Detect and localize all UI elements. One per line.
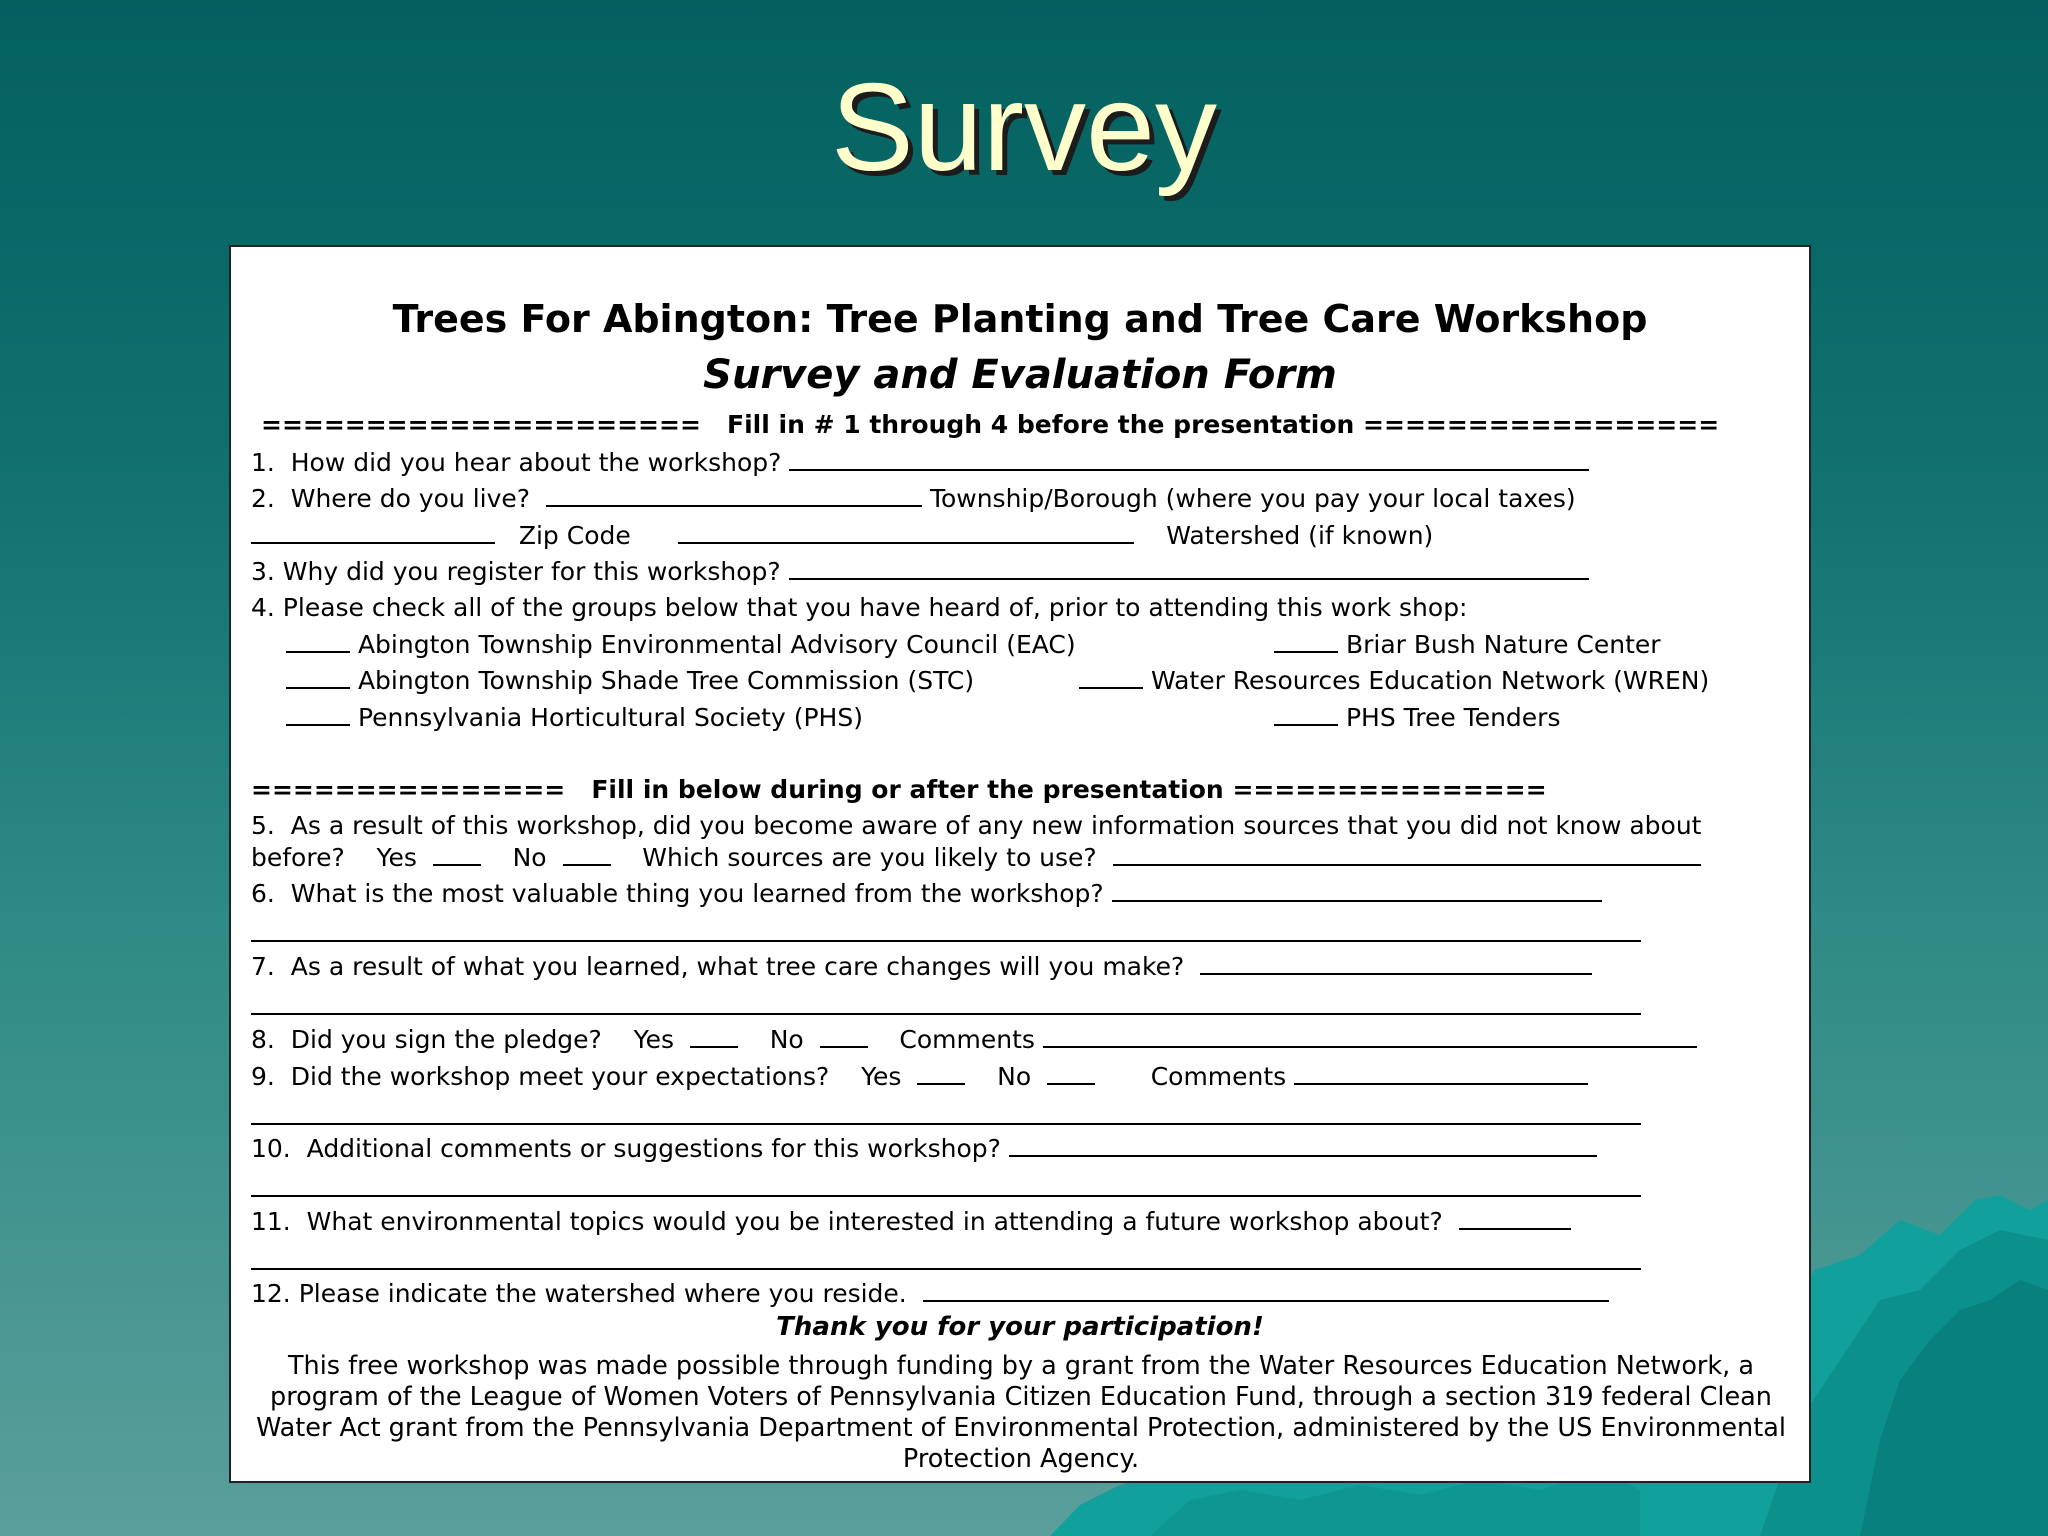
group-tree-tenders: PHS Tree Tenders: [1274, 702, 1560, 733]
group-wren: Water Resources Education Network (WREN): [1079, 665, 1709, 696]
survey-form-image: [229, 245, 1811, 1483]
answer-line: [251, 940, 1641, 942]
question-3: 3. Why did you register for this workshop?: [251, 556, 1589, 587]
question-5: 5. As a result of this workshop, did you become aware of any new information sources that you did not know about: [251, 811, 1702, 840]
question-10: 10. Additional comments or suggestions for this workshop?: [251, 1133, 1597, 1164]
answer-line: [251, 1013, 1641, 1015]
slide-title: Survey: [831, 59, 1217, 197]
thank-you-message: Thank you for your participation!: [776, 1312, 1264, 1342]
question-9: 9. Did the workshop meet your expectations? Yes No Comments: [251, 1061, 1588, 1092]
answer-line: [251, 1195, 1641, 1197]
answer-blank: [789, 447, 1589, 471]
section2-header: =============== Fill in below during or after the presentation ===============: [251, 775, 1547, 804]
question-2: 2. Where do you live? Township/Borough (where you pay your local taxes): [251, 484, 1576, 513]
question-11: 11. What environmental topics would you be interested in attending a future workshop about?: [251, 1206, 1571, 1237]
form-heading: Trees For Abington: Tree Planting and Tree Care Workshop: [392, 297, 1648, 341]
answer-line: [251, 1123, 1641, 1125]
group-phs: Pennsylvania Horticultural Society (PHS): [286, 702, 863, 733]
group-eac: Abington Township Environmental Advisory Council (EAC): [286, 629, 1076, 660]
form-subheading: Survey and Evaluation Form: [703, 352, 1337, 398]
question-2-continued: Zip Code Watershed (if known): [251, 520, 1433, 551]
answer-blank: [546, 483, 922, 507]
question-5-continued: before? Yes No Which sources are you likely to use?: [251, 842, 1701, 873]
question-12: 12. Please indicate the watershed where you reside.: [251, 1278, 1609, 1309]
funding-footer: This free workshop was made possible through funding by a grant from the Water Resources Education Network, a program of the League of Women Voters of Pennsylvania Citizen Education Fund, through a section 319 federal Clean Water Act grant from the Pennsylvania Department of Environmental Protection, administered by the US Environmental Protection Agency.: [256, 1351, 1786, 1474]
answer-blank: [251, 520, 495, 544]
answer-line: [251, 1268, 1641, 1270]
group-briar-bush: Briar Bush Nature Center: [1274, 629, 1661, 660]
section1-header: ===================== Fill in # 1 through 4 before the presentation =================: [261, 410, 1720, 439]
question-8: 8. Did you sign the pledge? Yes No Comments: [251, 1024, 1697, 1055]
question-7: 7. As a result of what you learned, what tree care changes will you make?: [251, 951, 1592, 982]
answer-blank: [789, 556, 1589, 580]
group-stc: Abington Township Shade Tree Commission (STC): [286, 665, 974, 696]
question-1: 1. How did you hear about the workshop?: [251, 447, 1589, 478]
question-6: 6. What is the most valuable thing you learned from the workshop?: [251, 878, 1602, 909]
question-4: 4. Please check all of the groups below that you have heard of, prior to attending this work shop:: [251, 593, 1468, 622]
answer-blank: [678, 520, 1134, 544]
